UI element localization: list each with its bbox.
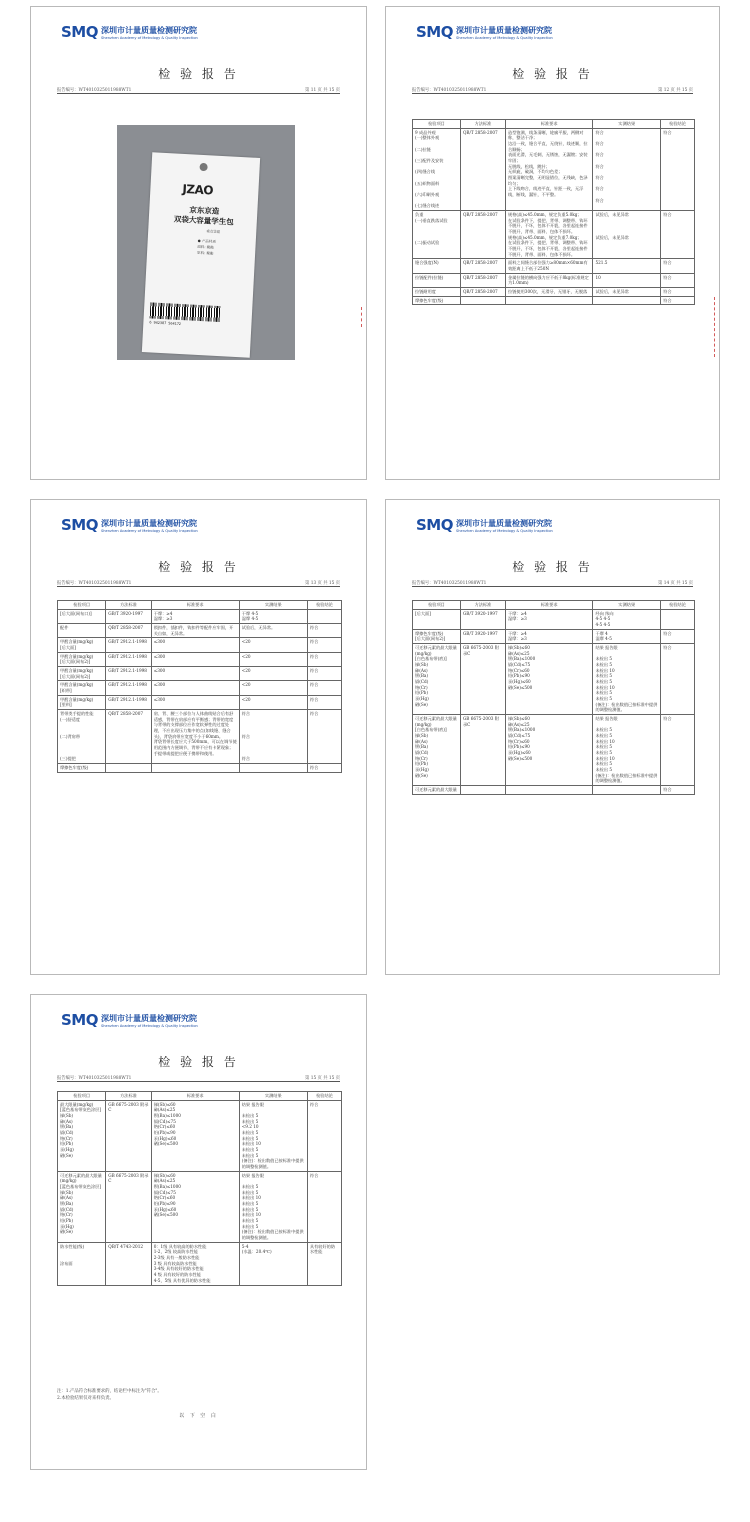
table-cell <box>506 786 593 795</box>
table-cell: 锑(Sb)≤60 砷(As)≤25 钡(Ba)≤1000 镉(Cd)≤75 铬(Cr)≤60 铅(Pb)≤90 汞(Hg)≤60 硒(Se)≤500 <box>151 1171 239 1242</box>
table-cell: 符合 <box>307 1100 341 1171</box>
blank-below-marker: 以 下 空 白 <box>179 1413 218 1419</box>
table-row <box>413 644 695 715</box>
report-title: 检 验 报 告 <box>512 67 593 81</box>
column-header: 检验项目 <box>58 601 106 610</box>
table-cell: <20 <box>239 638 307 652</box>
table-header-row <box>413 601 695 610</box>
smq-logo <box>61 516 198 534</box>
column-header: 检验项目 <box>413 120 461 129</box>
table-cell: 干摩：≥4 湿摩：≥3 <box>506 629 593 643</box>
column-header: 方法标准 <box>460 120 505 129</box>
table-cell: <20 <box>239 667 307 681</box>
table-row <box>58 764 342 773</box>
logo-name-en: Shenzhen Academy of Metrology & Quality Inspection <box>100 528 198 533</box>
column-header: 实测结果 <box>239 601 307 610</box>
column-header: 检验结论 <box>307 601 341 610</box>
table-cell: 配件 <box>58 624 106 638</box>
tag-line-4: ● 产品材质 <box>197 238 216 244</box>
table-cell: GB 6675-2003 附录C <box>460 644 505 715</box>
column-header: 检验结论 <box>307 1092 341 1101</box>
table-cell: ≤300 <box>151 638 239 652</box>
table-cell: 10 <box>593 273 661 287</box>
table-header-row <box>58 601 342 610</box>
column-header: 标准要求 <box>506 601 593 610</box>
table-cell: 干摩 4 湿摩 4-5 <box>593 629 661 643</box>
column-header: 实测结果 <box>593 120 661 129</box>
table-cell <box>593 786 661 795</box>
tag-line-6: 里料: 聚酯 <box>197 250 214 256</box>
table-cell: 符合 符合 符合 符合 符合 符合 符合 <box>593 128 661 210</box>
table-cell: ≤300 <box>151 667 239 681</box>
table-row <box>58 624 342 638</box>
logo-name-cn: 深圳市计量质量检测研究院 <box>100 25 197 35</box>
logo-name-cn: 深圳市计量质量检测研究院 <box>100 1013 197 1023</box>
table-cell: 锁扣件，插扣件，钩扣件等配件应牢固，开关自如，无异常。 <box>151 624 239 638</box>
table-cell: 摩擦色牢度(级) [后大面(网布2)] <box>413 629 461 643</box>
table-cell: 符合 <box>661 715 695 786</box>
tag-brand: JZAO <box>182 181 214 198</box>
table-cell: 缝合强度(N) <box>413 259 461 273</box>
table-cell: <20 <box>239 652 307 666</box>
header-rule <box>57 93 340 94</box>
table-cell: 符合 <box>307 695 341 709</box>
report-title: 检 验 报 告 <box>158 560 239 574</box>
table-cell: 可迁移元素的最大限量 <box>413 786 461 795</box>
report-page-15 <box>30 994 367 1470</box>
table-cell: 试验后，未见异常 <box>593 288 661 297</box>
table-cell <box>106 764 151 773</box>
report-number: 报告编号：WT4010325011988WT1 <box>57 581 132 586</box>
table-row <box>58 609 342 623</box>
table-cell: QB/T 2858-2007 <box>460 259 505 273</box>
report-number: 报告编号：WT4010325011988WT1 <box>412 88 487 93</box>
inspection-table <box>412 600 695 795</box>
table-cell <box>661 609 695 629</box>
table-cell: GB/T 3920-1997 <box>460 609 505 629</box>
table-cell: 试验后，未见异常 试验后，未见异常 <box>593 211 661 259</box>
table-cell: 肩、背、腰三个部位与人体曲线贴合后有舒适感，背带在肩部应有平衡感；背带的宽度与背带的支撑部位应作宽软弹性的过度处理，不应出现压力集中的点(如线缝、缝合头)，背袋肩带应宽度不小于60mm。 背袋背带长度应大于500mm，可以在调节使用范围内方便调节，背带不应有卡紧现象； 手提带或提把应便于携带和使用。 <box>151 710 239 764</box>
table-cell: 甲醛含量(mg/kg) [后大面] <box>58 638 106 652</box>
table-row <box>58 652 342 666</box>
table-cell: 符合 <box>307 624 341 638</box>
table-cell: ≤300 <box>151 652 239 666</box>
report-number: 报告编号：WT4010325011988WT1 <box>57 88 132 93</box>
inspection-table <box>57 600 342 773</box>
table-cell <box>460 786 505 795</box>
column-header: 检验项目 <box>58 1092 106 1101</box>
logo-mark: SMQ <box>416 23 453 41</box>
table-cell: 521.5 <box>593 259 661 273</box>
smq-logo <box>416 516 553 534</box>
table-cell: 符合 <box>307 652 341 666</box>
table-cell: <20 <box>239 695 307 709</box>
table-cell: 可迁移元素的最大限量(mg/kg) [蓝色基布带灰色涂层] 锑(Sb) 砷(As) 钡(Ba) 镉(Cd) 铬(Cr) 铅(Pb) 汞(Hg) 硒(Se) <box>58 1171 106 1242</box>
logo-name-en: Shenzhen Academy of Metrology & Quality Inspection <box>455 35 553 40</box>
table-row <box>58 695 342 709</box>
logo-mark: SMQ <box>61 516 98 534</box>
table-cell: 面料之间缝合部位强力≥80mm×60mm有效距离上不低于250N <box>506 259 593 273</box>
table-cell <box>239 764 307 773</box>
report-title: 检 验 报 告 <box>158 1055 239 1069</box>
table-cell: GB 6675-2003 附录C <box>460 715 505 786</box>
table-cell: 锑(Sb)≤60 砷(As)≤25 钡(Ba)≤1000 镉(Cd)≤75 铬(Cr)≤60 铅(Pb)≤90 汞(Hg)≤60 硒(Se)≤500 <box>506 715 593 786</box>
report-number: 报告编号：WT4010325011988WT1 <box>412 581 487 586</box>
page-number: 第 11 页 共 15 页 <box>305 88 340 93</box>
table-row <box>413 211 695 259</box>
column-header: 标准要求 <box>506 120 593 129</box>
table-row <box>413 273 695 287</box>
table-row <box>413 786 695 795</box>
table-cell: 防水性能(级) 涂布面 <box>58 1242 106 1285</box>
column-header: 实测结果 <box>593 601 661 610</box>
table-cell: 符合 <box>661 128 695 210</box>
table-cell: 符合 <box>307 638 341 652</box>
barcode-number: 6 942387 564172 <box>149 320 182 327</box>
table-row <box>413 715 695 786</box>
tag-hole <box>199 163 207 171</box>
table-cell: 拉链配件(拉链) <box>413 273 461 287</box>
table-cell: GB/T 3920-1997 <box>106 609 151 623</box>
table-cell: 可迁移元素的最大限量(mg/kg) [白色基布带(底)] 锑(Sb) 砷(As) 钡(Ba) 镉(Cd) 铬(Cr) 铅(Pb) 汞(Hg) 硒(Se) <box>413 715 461 786</box>
table-cell: [后大面] <box>413 609 461 629</box>
table-cell: 干摩 4-5 湿摩 4-5 <box>239 609 307 623</box>
logo-mark: SMQ <box>61 1011 98 1029</box>
table-header-row <box>413 120 695 129</box>
product-photo <box>117 125 295 360</box>
table-cell: 负重 (一)垂直跌落试验 (二)振动试验 <box>413 211 461 259</box>
table-cell: 造型饱满，线条清晰，轮廓平服，两侧对称，整洁干净； 边沿一致，缝合平直，无绕针，线迹顺，拉合顺畅； 表面光滑，无毛刺，无锈蚀，无漏镀；安装牢固； 无脱线，松线，跳针； 无织疵，破洞，不均匀色差； 图案清晰完整，无明显错位，无残缺，色泽均匀； 上下线吻合，线迹平直，针距一致，无浮线，断线，漏针，不平整。 <box>506 128 593 210</box>
table-cell: QB/T 4743-2012 <box>106 1242 151 1285</box>
column-header: 方法标准 <box>106 1092 151 1101</box>
report-title: 检 验 报 告 <box>512 560 593 574</box>
table-cell: GB 6675-2003 附录C <box>106 1171 151 1242</box>
table-row <box>58 667 342 681</box>
smq-logo <box>61 1011 198 1029</box>
logo-name-en: Shenzhen Academy of Metrology & Quality Inspection <box>100 35 198 40</box>
logo-mark: SMQ <box>416 516 453 534</box>
header-rule <box>57 1081 340 1082</box>
barcode <box>150 302 221 322</box>
report-page-14 <box>385 499 720 975</box>
table-cell: QB/T 2858-2007 <box>460 211 505 259</box>
table-cell: 锑(Sb)≤60 砷(As)≤25 钡(Ba)≤1000 镉(Cd)≤75 铬(Cr)≤60 铅(Pb)≤90 汞(Hg)≤60 硒(Se)≤500 <box>151 1100 239 1171</box>
table-cell: 具有较好的防水性能 <box>307 1242 341 1285</box>
table-cell: 符合 <box>661 259 695 273</box>
report-title: 检 验 报 告 <box>158 67 239 81</box>
report-page-11 <box>30 6 367 480</box>
table-cell: 最大限量(mg/kg) [蓝色基布带灰色涂层] 锑(Sb) 砷(As) 钡(Ba) 镉(Cd) 铬(Cr) 铅(Pb) 汞(Hg) 硒(Se) <box>58 1100 106 1171</box>
table-cell: 符合 <box>307 1171 341 1242</box>
table-cell: 符合 <box>307 681 341 695</box>
logo-name-cn: 深圳市计量质量检测研究院 <box>455 518 552 528</box>
table-cell: 摩擦色牢度(级) <box>413 296 461 305</box>
table-cell: 0：1级 具有较高的防水性能 1-2，2级 较高防水性能 2-3级 具有一般防水性能 3 级 具有较高防水性能 3-4级 具有较好的防水性能 4 级 具有较好的防水性能 4-5，5级 具有优异的防水性能 <box>151 1242 239 1285</box>
header-rule <box>412 586 693 587</box>
table-row <box>58 710 342 764</box>
logo-name-en: Shenzhen Academy of Metrology & Quality Inspection <box>455 528 553 533</box>
header-rule <box>412 93 693 94</box>
table-cell: 符合 <box>307 764 341 773</box>
table-cell: 金属拉链的横向强力应不低于8kg(标准规定为1.0mm) <box>506 273 593 287</box>
table-cell: 可迁移元素的最大限量(mg/kg) [白色基布带(底)] 锑(Sb) 砷(As) 钡(Ba) 镉(Cd) 铬(Cr) 铅(Pb) 汞(Hg) 硒(Se) <box>413 644 461 715</box>
table-cell: 符合 <box>307 710 341 764</box>
report-page-13 <box>30 499 367 975</box>
table-cell: GB/T 2912.1-1998 <box>106 667 151 681</box>
note-line-2: 2.本检验结果仅对来样负责。 <box>57 1395 114 1401</box>
table-cell: GB/T 2912.1-1998 <box>106 681 151 695</box>
column-header: 检验结论 <box>661 120 695 129</box>
seal-stamp <box>361 307 364 327</box>
table-cell: <20 <box>239 681 307 695</box>
inspection-table <box>57 1091 342 1286</box>
table-cell: GB 6675-2003 附录C <box>106 1100 151 1171</box>
table-cell: 结果 报告限 未检出 5 未检出 5 未检出 10 未检出 5 未检出 5 未检出 10 未检出 5 未检出 5 (备注)：检出数值已按标准中提供的调整检测值。 <box>593 644 661 715</box>
table-row <box>413 128 695 210</box>
table-cell: 结果 报告限 未检出 5 未检出 5 未检出 10 未检出 5 未检出 5 未检出 10 未检出 5 未检出 5 (备注)：检出数值已按标准中提供的调整检测值。 <box>239 1171 307 1242</box>
table-row <box>413 296 695 305</box>
table-cell: QB/T 2858-2007 <box>106 710 151 764</box>
logo-name-cn: 深圳市计量质量检测研究院 <box>455 25 552 35</box>
header-rule <box>57 586 340 587</box>
page-number: 第 15 页 共 15 页 <box>305 1076 340 1081</box>
table-cell: 符合 <box>661 644 695 715</box>
table-cell: 甲醛含量(mg/kg) [里料] <box>58 695 106 709</box>
logo-mark: SMQ <box>61 23 98 41</box>
table-row <box>58 638 342 652</box>
table-cell <box>307 609 341 623</box>
table-cell: ≤300 <box>151 681 239 695</box>
table-cell: 符合 <box>661 288 695 297</box>
logo-name-en: Shenzhen Academy of Metrology & Quality Inspection <box>100 1023 198 1028</box>
seal-stamp <box>714 297 717 357</box>
table-cell: GB/T 2912.1-1998 <box>106 695 151 709</box>
table-row <box>58 1171 342 1242</box>
table-cell <box>460 296 505 305</box>
logo-name-cn: 深圳市计量质量检测研究院 <box>100 518 197 528</box>
column-header: 实测结果 <box>239 1092 307 1101</box>
table-row <box>58 681 342 695</box>
table-header-row <box>58 1092 342 1101</box>
table-row <box>413 288 695 297</box>
smq-logo <box>61 23 198 41</box>
table-cell: GB/T 2912.1-1998 <box>106 652 151 666</box>
table-cell: QB/T 2858-2007 <box>460 273 505 287</box>
hang-tag <box>142 152 260 357</box>
inspection-table <box>412 119 695 305</box>
table-cell: 锑(Sb)≤60 砷(As)≤25 钡(Ba)≤1000 镉(Cd)≤75 铬(Cr)≤60 铅(Pb)≤90 汞(Hg)≤60 硒(Se)≤500 <box>506 644 593 715</box>
column-header: 方法标准 <box>106 601 151 610</box>
page-number: 第 14 页 共 15 页 <box>658 581 693 586</box>
column-header: 标准要求 <box>151 1092 239 1101</box>
table-cell: 背带类手提的性能 (一)舒适度 (二)背肩带 (三)提把 <box>58 710 106 764</box>
column-header: 检验结论 <box>661 601 695 610</box>
table-row <box>58 1242 342 1285</box>
tag-line-2: 双袋大容量学生包 <box>173 214 234 227</box>
table-row <box>413 629 695 643</box>
column-header: 方法标准 <box>460 601 505 610</box>
report-notes <box>57 1389 162 1402</box>
table-cell: 甲醛含量(mg/kg) [后大面(网布2)] <box>58 667 106 681</box>
page-number: 第 12 页 共 15 页 <box>658 88 693 93</box>
table-cell: [后大面(网布口)] <box>58 609 106 623</box>
table-cell: 规格(高)≤45.0mm，规定负重5.0kg； 在试验条件下，提把、背带、调整带、钩环不脱开，不坏，包体不开裂，各里起连接件不脱开，背带、面料、包体不损坏。 规格(高)≤45.0mm，规定负重7.0kg； 在试验条件下，提把、背带、调整带、钩环不脱开，不坏，包体不开裂，各里起连接件不脱开，背带、面料、包体不损坏。 <box>506 211 593 259</box>
table-cell: GB/T 3920-1997 <box>460 629 505 643</box>
table-cell: 经向 纬向 4-5 4-5 4-5 4-5 <box>593 609 661 629</box>
table-cell: 符合 <box>661 273 695 287</box>
table-cell: 拉链使用300次，无滑牙，无错牙，无脱落 <box>506 288 593 297</box>
table-cell: 5-4 (水温：20.4℃) <box>239 1242 307 1285</box>
table-cell <box>593 296 661 305</box>
table-row <box>413 609 695 629</box>
table-row <box>58 1100 342 1171</box>
tag-line-3: 重点鉴量 <box>206 229 221 234</box>
table-cell: QB/T 2858-2007 <box>106 624 151 638</box>
table-cell: 试验后，无异常。 <box>239 624 307 638</box>
table-cell: 干摩：≥4 湿摩：≥3 <box>151 609 239 623</box>
page-number: 第 13 页 共 15 页 <box>305 581 340 586</box>
table-cell: ≤300 <box>151 695 239 709</box>
table-cell: 符合 <box>661 211 695 259</box>
table-cell: 结果 报告限 未检出 5 未检出 5 <9.2 10 未检出 5 未检出 5 未检出 10 未检出 5 未检出 5 (备注)：检出数值已按标准中提供的调整检测值。 <box>239 1100 307 1171</box>
report-page-12 <box>385 6 720 480</box>
table-cell: 干摩：≥4 湿摩：≥3 <box>506 609 593 629</box>
table-cell: QB/T 2858-2007 <box>460 128 505 210</box>
column-header: 检验项目 <box>413 601 461 610</box>
report-number: 报告编号：WT4010325011988WT1 <box>57 1076 132 1081</box>
table-cell: 符合 <box>307 667 341 681</box>
table-cell <box>151 764 239 773</box>
table-cell: 符合 <box>661 296 695 305</box>
tag-line-1: 京东京造 <box>189 205 220 216</box>
table-cell: GB/T 2912.1-1998 <box>106 638 151 652</box>
table-cell: QB/T 2858-2007 <box>460 288 505 297</box>
table-cell <box>506 296 593 305</box>
note-line-1: 注：1.产品符合标准要求的，结论栏中标注为"符合"。 <box>57 1389 162 1394</box>
table-cell: 甲醛含量(mg/kg) [后大面(网布2)] <box>58 652 106 666</box>
smq-logo <box>416 23 553 41</box>
table-cell: 9 成品外观 (一)整体外观 (二)拉链 (三)配件及安装 (四)缝合线 (五)织物面料 (六)印刷外观 (七)缝合线迹 <box>413 128 461 210</box>
tag-line-5: 面料: 聚酯 <box>197 244 214 250</box>
column-header: 标准要求 <box>151 601 239 610</box>
table-cell: 拉链耐用度 <box>413 288 461 297</box>
table-cell: 甲醛含量(mg/kg) [织带] <box>58 681 106 695</box>
table-row <box>413 259 695 273</box>
table-cell: 结果 报告限 未检出 5 未检出 5 未检出 10 未检出 5 未检出 5 未检出 10 未检出 5 未检出 5 (备注)：检出数值已按标准中提供的调整检测值。 <box>593 715 661 786</box>
table-cell: 摩擦色牢度(级) <box>58 764 106 773</box>
table-cell: 符合 符合 符合 <box>239 710 307 764</box>
table-cell: 符合 <box>661 629 695 643</box>
table-cell: 符合 <box>661 786 695 795</box>
